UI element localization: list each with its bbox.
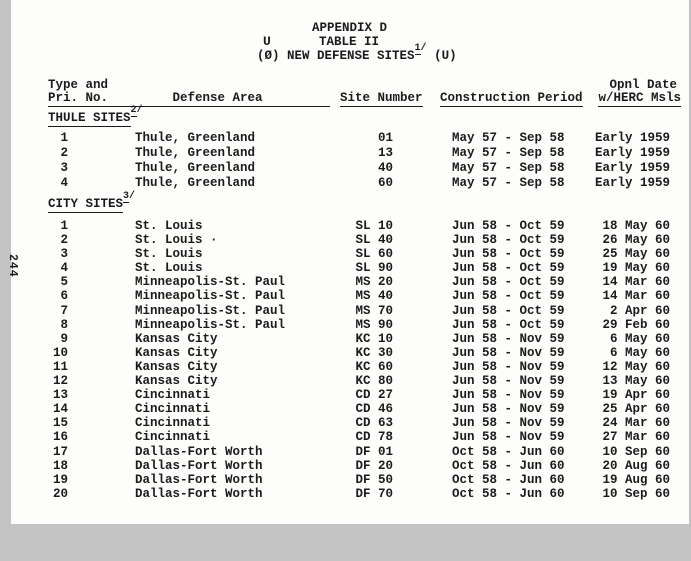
cell-period: Jun 58 - Nov 59 [452, 402, 565, 417]
cell-pri: 2 [60, 233, 68, 248]
cell-period: Jun 58 - Nov 59 [452, 359, 565, 374]
cell-period: Jun 58 - Oct 59 [452, 303, 565, 318]
table-row [11, 247, 689, 261]
cell-opnl: 25 May 60 [602, 247, 670, 262]
cell-pri: 12 [52, 374, 68, 389]
thule-sites-section [11, 104, 689, 191]
cell-area: Dallas-Fort Worth [135, 472, 263, 487]
cell-opnl: 19 Aug 60 [602, 472, 670, 487]
cell-period: Jun 58 - Nov 59 [452, 388, 565, 403]
cell-area: Minneapolis-St. Paul [135, 303, 286, 318]
cell-area: St. Louis [135, 247, 203, 262]
cell-site: KC 10 [355, 331, 393, 346]
cell-pri: 8 [60, 317, 68, 332]
cell-site: CD 46 [355, 402, 393, 417]
cell-site: DF 50 [355, 472, 393, 487]
cell-pri: 1 [60, 219, 68, 233]
cell-area: Kansas City [135, 374, 218, 389]
cell-pri: 14 [52, 402, 68, 417]
section-title: CITY SITES [48, 197, 124, 211]
classification-suffix: (U) [426, 49, 457, 63]
footnote-marker-1: 1/ [414, 42, 427, 54]
cell-opnl: Early 1959 [594, 146, 670, 160]
table-row [11, 416, 689, 430]
cell-site: SL 40 [355, 233, 393, 248]
cell-period: May 57 - Sep 58 [452, 131, 565, 145]
table-row [11, 332, 689, 346]
cell-area: Cincinnati [135, 402, 211, 417]
cell-opnl: 25 Apr 60 [602, 402, 670, 417]
cell-opnl: 12 May 60 [602, 359, 670, 374]
cell-period: May 57 - Sep 58 [452, 146, 565, 160]
cell-pri: 13 [52, 388, 68, 403]
cell-opnl: 26 May 60 [602, 233, 670, 248]
cell-area: Cincinnati [135, 430, 211, 445]
table-row [11, 131, 689, 146]
table-row [11, 402, 689, 416]
cell-area: Minneapolis-St. Paul [135, 289, 286, 304]
cell-opnl: 18 May 60 [602, 219, 670, 233]
footnote-marker-3: 3/ [123, 190, 136, 202]
cell-opnl: 19 May 60 [602, 261, 670, 276]
cell-site: MS 20 [355, 275, 393, 290]
cell-opnl: 20 Aug 60 [602, 458, 670, 473]
col-header-w-herc-msls: w/HERC Msls [598, 91, 681, 105]
cell-site: CD 27 [355, 388, 393, 403]
cell-period: Jun 58 - Nov 59 [452, 345, 565, 360]
cell-site: KC 80 [355, 374, 393, 389]
cell-area: Kansas City [135, 345, 218, 360]
cell-pri: 3 [60, 161, 68, 175]
cell-opnl: Early 1959 [594, 161, 670, 175]
table-row [11, 289, 689, 303]
document-page [11, 0, 689, 524]
table-row [11, 261, 689, 275]
cell-site: MS 70 [355, 303, 393, 318]
cell-opnl: Early 1959 [594, 131, 670, 145]
table-row [11, 374, 689, 388]
cell-pri: 11 [52, 359, 68, 374]
cell-site: 13 [377, 146, 393, 160]
thule-rows [11, 131, 689, 191]
cell-area: Minneapolis-St. Paul [135, 317, 286, 332]
cell-period: Jun 58 - Oct 59 [452, 233, 565, 248]
col-header-defense-area: Defense Area [105, 92, 330, 107]
cell-area: Minneapolis-St. Paul [135, 275, 286, 290]
cell-pri: 1 [60, 131, 68, 145]
cell-period: Jun 58 - Oct 59 [452, 289, 565, 304]
cell-area: Kansas City [135, 331, 218, 346]
col-header-type-and: Type and [48, 78, 109, 92]
cell-area: Thule, Greenland [135, 176, 256, 190]
cell-pri: 18 [52, 458, 68, 473]
cell-opnl: 29 Feb 60 [602, 317, 670, 332]
cell-area: St. Louis [135, 219, 203, 233]
cell-pri: 3 [60, 247, 68, 262]
cell-period: Oct 58 - Jun 60 [452, 458, 565, 473]
cell-site: MS 40 [355, 289, 393, 304]
cell-pri: 2 [60, 146, 68, 160]
city-sites-section [11, 190, 689, 501]
section-heading-thule [48, 104, 689, 127]
table-row [11, 219, 689, 233]
cell-opnl: 10 Sep 60 [602, 486, 670, 501]
cell-pri: 5 [60, 275, 68, 290]
appendix-title: APPENDIX D [312, 21, 388, 35]
footnote-marker-2: 2/ [130, 104, 143, 116]
cell-opnl: 19 Apr 60 [602, 388, 670, 403]
cell-site: SL 90 [355, 261, 393, 276]
cell-site: DF 70 [355, 486, 393, 501]
cell-pri: 20 [52, 486, 68, 501]
col-header-site-number: Site Number [340, 91, 423, 105]
cell-period: Jun 58 - Nov 59 [452, 430, 565, 445]
cell-pri: 15 [52, 416, 68, 431]
table-title: TABLE II [319, 35, 380, 49]
cell-period: Oct 58 - Jun 60 [452, 444, 565, 459]
table-row [11, 146, 689, 161]
cell-pri: 4 [60, 261, 68, 276]
classification-prefix: (Ø) NEW DEFENSE SITES [257, 49, 415, 63]
cell-area: Dallas-Fort Worth [135, 444, 263, 459]
cell-area: St. Louis [135, 261, 203, 276]
table-row [11, 473, 689, 487]
cell-site: 01 [377, 131, 393, 145]
table-row [11, 487, 689, 501]
city-rows [11, 219, 689, 501]
cell-opnl: 6 May 60 [609, 331, 670, 346]
cell-site: SL 60 [355, 247, 393, 262]
cell-period: Oct 58 - Jun 60 [452, 472, 565, 487]
page-number: 244 [6, 254, 19, 278]
cell-pri: 4 [60, 176, 68, 190]
cell-site: 40 [377, 161, 393, 175]
cell-site: CD 78 [355, 430, 393, 445]
table-row [11, 304, 689, 318]
cell-site: 60 [377, 176, 393, 190]
col-header-opnl-date: Opnl Date [609, 78, 677, 92]
cell-period: Jun 58 - Oct 59 [452, 317, 565, 332]
cell-area: Dallas-Fort Worth [135, 486, 263, 501]
cell-period: Jun 58 - Oct 59 [452, 261, 565, 276]
cell-pri: 9 [60, 331, 68, 346]
table-row [11, 430, 689, 444]
cell-pri: 7 [60, 303, 68, 318]
cell-site: SL 10 [355, 219, 393, 233]
table-row [11, 275, 689, 289]
cell-opnl: 6 May 60 [609, 345, 670, 360]
cell-site: KC 30 [355, 345, 393, 360]
cell-period: Jun 58 - Nov 59 [452, 416, 565, 431]
cell-area: Dallas-Fort Worth [135, 458, 263, 473]
table-row [11, 176, 689, 191]
table-row [11, 233, 689, 247]
cell-period: May 57 - Sep 58 [452, 176, 565, 190]
table-row [11, 346, 689, 360]
section-title: THULE SITES [48, 111, 131, 125]
cell-pri: 16 [52, 430, 68, 445]
cell-opnl: 14 Mar 60 [602, 275, 670, 290]
cell-site: CD 63 [355, 416, 393, 431]
table-row [11, 360, 689, 374]
section-heading-city [48, 190, 689, 213]
table-row [11, 161, 689, 176]
cell-opnl: 2 Apr 60 [609, 303, 670, 318]
cell-period: Jun 58 - Oct 59 [452, 275, 565, 290]
cell-period: Jun 58 - Oct 59 [452, 247, 565, 262]
col-header-pri-no: Pri. No. [48, 91, 109, 105]
cell-opnl: 24 Mar 60 [602, 416, 670, 431]
cell-site: DF 20 [355, 458, 393, 473]
cell-area: Thule, Greenland [135, 146, 256, 160]
cell-period: Jun 58 - Oct 59 [452, 219, 565, 233]
cell-opnl: 14 Mar 60 [602, 289, 670, 304]
cell-pri: 6 [60, 289, 68, 304]
cell-period: May 57 - Sep 58 [452, 161, 565, 175]
cell-area: Cincinnati [135, 388, 211, 403]
col-header-construction-period: Construction Period [440, 91, 583, 105]
cell-pri: 19 [52, 472, 68, 487]
handwritten-u-annotation: U [263, 34, 271, 49]
cell-pri: 10 [52, 345, 68, 360]
cell-opnl: Early 1959 [594, 176, 670, 190]
cell-area: Thule, Greenland [135, 161, 256, 175]
cell-opnl: 10 Sep 60 [602, 444, 670, 459]
cell-period: Jun 58 - Nov 59 [452, 331, 565, 346]
table-row [11, 459, 689, 473]
table-row [11, 445, 689, 459]
cell-site: MS 90 [355, 317, 393, 332]
cell-period: Jun 58 - Nov 59 [452, 374, 565, 389]
cell-period: Oct 58 - Jun 60 [452, 486, 565, 501]
cell-area: St. Louis · [135, 233, 218, 248]
cell-area: Thule, Greenland [135, 131, 256, 145]
cell-area: Kansas City [135, 359, 218, 374]
cell-site: DF 01 [355, 444, 393, 459]
cell-opnl: 27 Mar 60 [602, 430, 670, 445]
table-row [11, 388, 689, 402]
cell-area: Cincinnati [135, 416, 211, 431]
cell-pri: 17 [52, 444, 68, 459]
cell-opnl: 13 May 60 [602, 374, 670, 389]
table-row [11, 318, 689, 332]
cell-site: KC 60 [355, 359, 393, 374]
